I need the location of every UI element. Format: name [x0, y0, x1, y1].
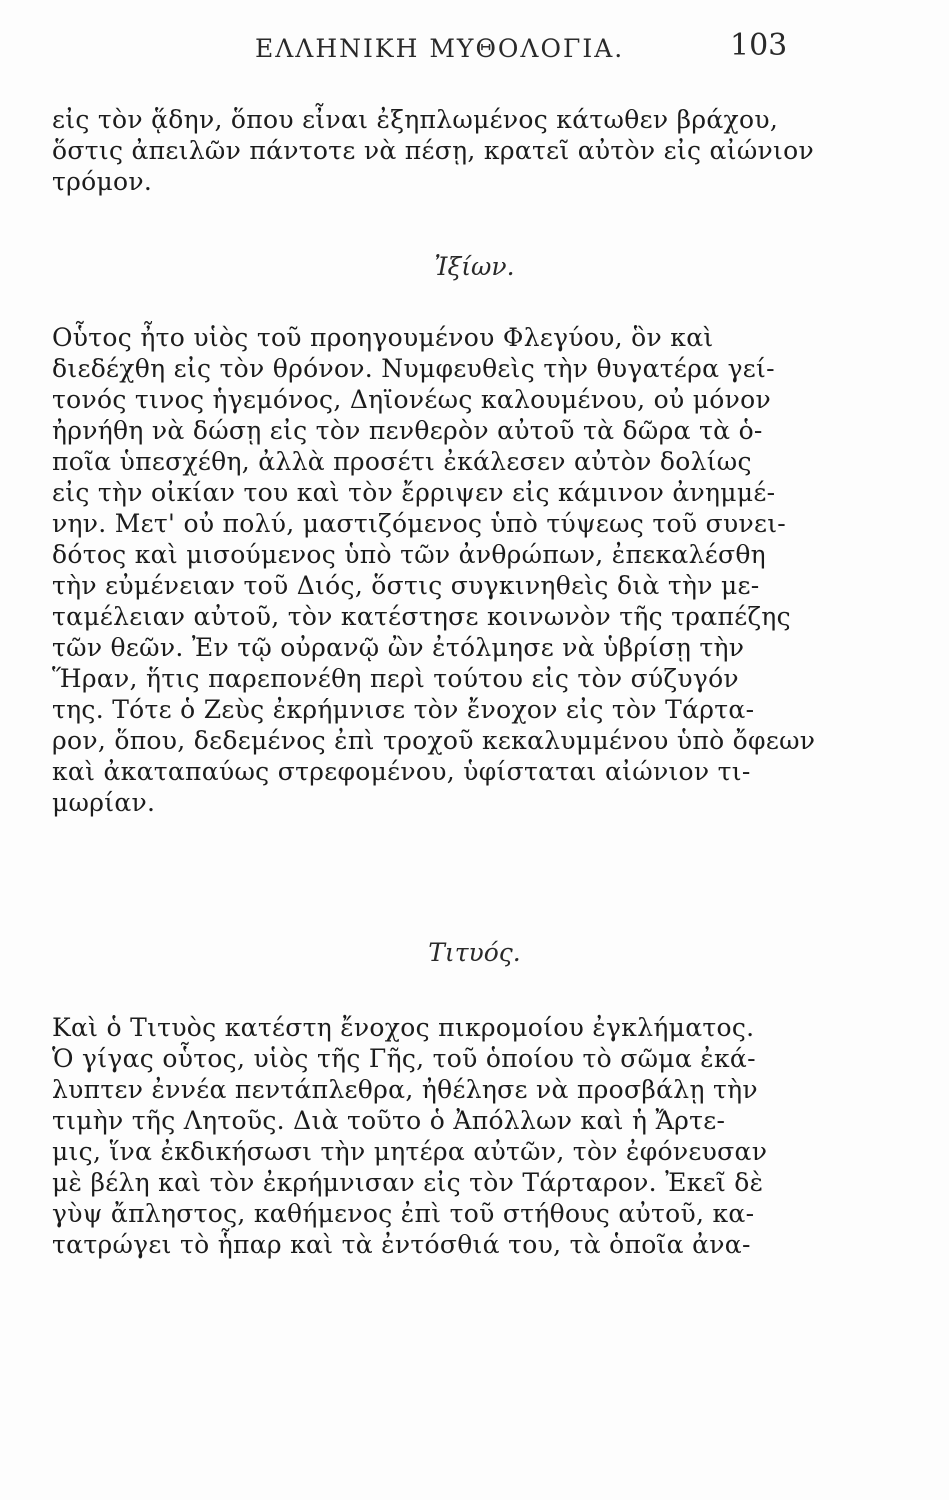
text-line: Καὶ ὁ Τιτυὸς κατέστη ἔνοχος πικρομοίου ἐγκλήματος. — [52, 1013, 755, 1042]
text-line: Οὗτος ἦτο υἱὸς τοῦ προηγουμένου Φλεγύου, ὃν καὶ — [52, 323, 714, 352]
paragraph-tityos — [52, 1012, 822, 1260]
text-line: τατρώγει τὸ ἧπαρ καὶ τὰ ἐντόσθιά του, τὰ ὁποῖα ἀνα- — [52, 1230, 751, 1259]
text-line: ποῖα ὑπεσχέθη, ἀλλὰ προσέτι ἐκάλεσεν αὐτὸν δολίως — [52, 447, 752, 476]
running-title: ΕΛΛΗΝΙΚΗ ΜΥΘΟΛΟΓΙΑ. — [255, 34, 625, 63]
text-line: τὴν εὐμένειαν τοῦ Διός, ὅστις συγκινηθεὶς διὰ τὴν με- — [52, 571, 760, 600]
text-line: λυπτεν ἐννέα πεντάπλεθρα, ἠθέλησε νὰ προσβάλῃ τὴν — [52, 1075, 758, 1104]
text-line: διεδέχθη εἰς τὸν θρόνον. Νυμφευθεὶς τὴν θυγατέρα γεί- — [52, 354, 775, 383]
text-line: νην. Μετ' οὐ πολύ, μαστιζόμενος ὑπὸ τύψεως τοῦ συνει- — [52, 509, 787, 538]
text-line: εἰς τὴν οἰκίαν του καὶ τὸν ἔρριψεν εἰς κάμινον ἀνημμέ- — [52, 478, 776, 507]
text-line: ὅστις ἀπειλῶν πάντοτε νὰ πέσῃ, κρατεῖ αὐτὸν εἰς αἰώνιον — [52, 136, 814, 165]
text-line: γὺψ ἄπληστος, καθήμενος ἐπὶ τοῦ στήθους αὐτοῦ, κα- — [52, 1199, 755, 1228]
text-line: εἰς τὸν ᾅδην, ὅπου εἶναι ἐξηπλωμένος κάτωθεν βράχου, — [52, 105, 779, 134]
page-header — [0, 28, 949, 68]
text-line: καὶ ἀκαταπαύως στρεφομένου, ὑφίσταται αἰώνιον τι- — [52, 757, 751, 786]
text-line: τιμὴν τῆς Λητοῦς. Διὰ τοῦτο ὁ Ἀπόλλων καὶ ἡ Ἄρτε- — [52, 1106, 726, 1135]
text-line: της. Τότε ὁ Ζεὺς ἐκρήμνισε τὸν ἔνοχον εἰς τὸν Τάρτα- — [52, 695, 755, 724]
text-line: ταμέλειαν αὐτοῦ, τὸν κατέστησε κοινωνὸν τῆς τραπέζης — [52, 602, 791, 631]
text-line: τονός τινος ἡγεμόνος, Δηϊονέως καλουμένου, οὐ μόνον — [52, 385, 771, 414]
text-line: τῶν θεῶν. Ἐν τῷ οὐρανῷ ὢν ἐτόλμησε νὰ ὑβρίσῃ τὴν — [52, 633, 745, 662]
text-line: τρόμον. — [52, 167, 153, 196]
page-number: 103 — [730, 28, 788, 63]
text-line: ρον, ὅπου, δεδεμένος ἐπὶ τροχοῦ κεκαλυμμένου ὑπὸ ὄφεων — [52, 726, 816, 755]
opening-paragraph — [52, 104, 822, 197]
text-line: ἠρνήθη νὰ δώσῃ εἰς τὸν πενθερὸν αὐτοῦ τὰ δῶρα τὰ ὁ- — [52, 416, 763, 445]
text-line: Ὁ γίγας οὗτος, υἱὸς τῆς Γῆς, τοῦ ὁποίου τὸ σῶμα ἐκά- — [52, 1044, 756, 1073]
text-line: Ἥραν, ἥτις παρεπονέθη περὶ τούτου εἰς τὸν σύζυγόν — [52, 664, 739, 693]
text-line: δότος καὶ μισούμενος ὑπὸ τῶν ἀνθρώπων, ἐπεκαλέσθη — [52, 540, 766, 569]
text-line: μις, ἵνα ἐκδικήσωσι τὴν μητέρα αὐτῶν, τὸν ἐφόνευσαν — [52, 1137, 768, 1166]
text-line: μωρίαν. — [52, 788, 156, 817]
paragraph-ixion — [52, 322, 822, 818]
section-heading-ixion: Ἰξίων. — [434, 252, 515, 281]
section-heading-tityos: Τιτυός. — [428, 938, 521, 967]
text-line: μὲ βέλη καὶ τὸν ἐκρήμνισαν εἰς τὸν Τάρταρον. Ἐκεῖ δὲ — [52, 1168, 764, 1197]
